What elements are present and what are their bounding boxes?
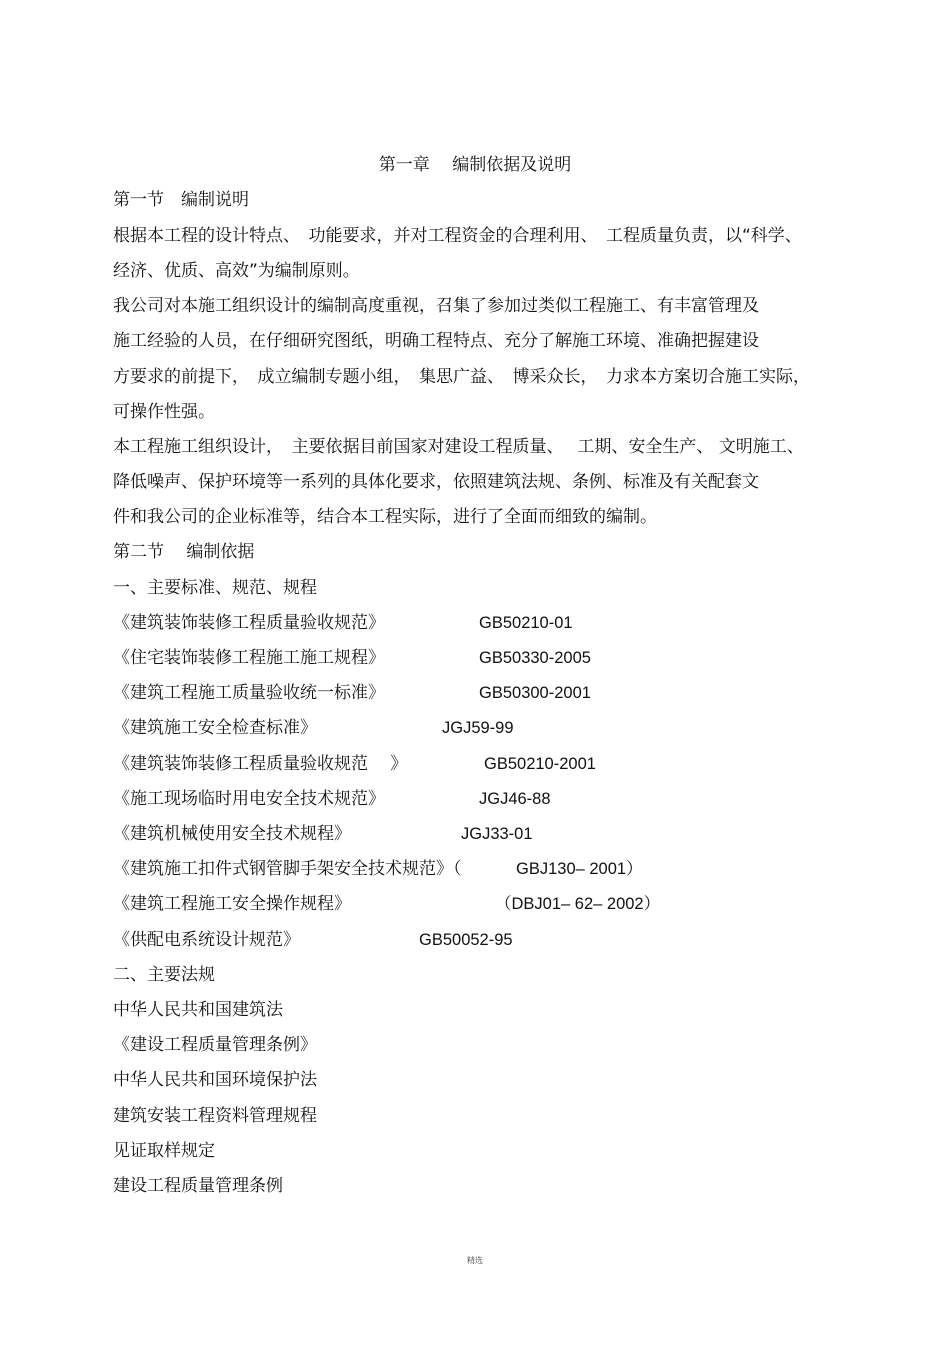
page-footer: 精选 xyxy=(467,1256,483,1265)
standard-name: 《施工现场临时用电安全技术规范》 xyxy=(113,789,385,809)
section2-heading: 第二节 编制依据 xyxy=(113,542,255,562)
standard-code: JGJ46-88 xyxy=(479,790,551,808)
regulations-subheading: 二、主要法规 xyxy=(113,965,215,985)
standard-code: JGJ33-01 xyxy=(461,825,533,843)
standard-name: 《供配电系统设计规范》 xyxy=(113,930,300,950)
standard-code: JGJ59-99 xyxy=(442,719,514,737)
standard-name: 《建筑施工安全检查标准》 xyxy=(113,718,317,738)
paragraph-2-line-2: 施工经验的人员，在仔细研究图纸，明确工程特点、充分了解施工环境、准确把握建设 xyxy=(113,331,759,351)
regulation-item: 建筑安装工程资料管理规程 xyxy=(113,1106,317,1126)
standard-name: 《建筑机械使用安全技术规程》 xyxy=(113,824,351,844)
standard-name: 《建筑工程施工质量验收统一标准》 xyxy=(113,683,385,703)
section1-heading: 第一节 编制说明 xyxy=(113,190,249,210)
paragraph-1-line-1: 根据本工程的设计特点、 功能要求，并对工程资金的合理利用、 工程质量负责，以“科学、 xyxy=(113,226,802,246)
paragraph-3-line-2: 降低噪声、保护环境等一系列的具体化要求，依照建筑法规、条例、标准及有关配套文 xyxy=(113,472,759,492)
regulation-item: 中华人民共和国建筑法 xyxy=(113,1000,283,1020)
chapter-title: 第一章 编制依据及说明 xyxy=(378,155,572,175)
paragraph-3-line-1: 本工程施工组织设计， 主要依据目前国家对建设工程质量、 工期、安全生产、 文明施工、 xyxy=(113,437,804,457)
regulation-item: 见证取样规定 xyxy=(113,1141,215,1161)
paragraph-1-line-2: 经济、优质、高效”为编制原则。 xyxy=(113,261,360,281)
paragraph-3-line-3: 件和我公司的企业标准等，结合本工程实际，进行了全面而细致的编制。 xyxy=(113,507,657,527)
regulation-item: 《建设工程质量管理条例》 xyxy=(113,1035,317,1055)
standard-name: 《建筑装饰装修工程质量验收规范 》 xyxy=(113,754,408,774)
standard-code: （DBJ01– 62– 2002） xyxy=(495,895,661,913)
standard-code: GB50300-2001 xyxy=(479,684,591,702)
standard-name: 《建筑工程施工安全操作规程》 xyxy=(113,894,351,914)
standard-code: GBJ130– 2001） xyxy=(516,860,643,878)
standard-code: GB50210-2001 xyxy=(484,755,596,773)
regulation-item: 中华人民共和国环境保护法 xyxy=(113,1070,317,1090)
standard-code: GB50210-01 xyxy=(479,614,573,632)
paragraph-2-line-3: 方要求的前提下， 成立编制专题小组， 集思广益、 博采众长， 力求本方案切合施工实际， xyxy=(113,367,810,387)
standard-name: 《建筑施工扣件式钢管脚手架安全技术规范》（ xyxy=(113,859,462,879)
regulation-item: 建设工程质量管理条例 xyxy=(113,1176,283,1196)
standard-code: GB50330-2005 xyxy=(479,649,591,667)
paragraph-2-line-4: 可操作性强。 xyxy=(113,402,215,422)
standard-code: GB50052-95 xyxy=(419,931,513,949)
standard-name: 《住宅装饰装修工程施工施工规程》 xyxy=(113,648,385,668)
standard-name: 《建筑装饰装修工程质量验收规范》 xyxy=(113,613,385,633)
standards-subheading: 一、主要标准、规范、规程 xyxy=(113,578,317,598)
paragraph-2-line-1: 我公司对本施工组织设计的编制高度重视，召集了参加过类似工程施工、有丰富管理及 xyxy=(113,296,759,316)
